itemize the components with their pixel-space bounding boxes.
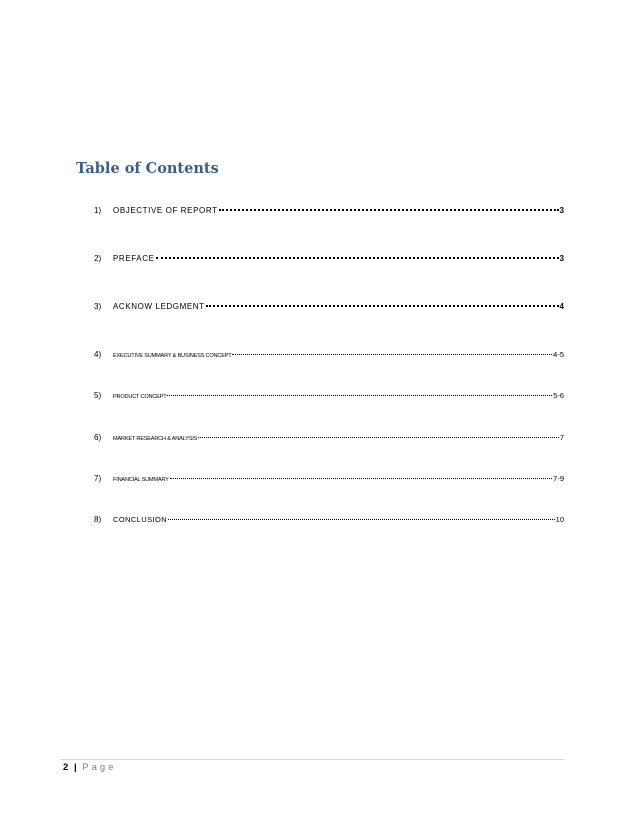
dot-leader <box>156 253 559 259</box>
toc-entry-financial-summary[interactable] <box>94 474 564 483</box>
footer-separator: | <box>73 762 77 773</box>
dot-leader <box>219 205 559 211</box>
entry-page: 10 <box>555 515 564 524</box>
entry-label: ACKNOW LEDGMENT <box>113 302 205 311</box>
toc-entry-market-research[interactable] <box>94 433 564 442</box>
entry-number: 7) <box>94 474 102 483</box>
entry-page: 5-6 <box>553 391 564 400</box>
footer-page-number: 2 <box>63 762 69 773</box>
entry-page: 4-5 <box>553 350 564 359</box>
entry-label: EXECUTIVE SUMMARY & BUSINESS CONCEPT <box>113 353 232 359</box>
entry-label: FINANCIAL SUMMARY <box>113 477 169 483</box>
toc-entry-conclusion[interactable] <box>94 515 564 524</box>
toc-entry-objective[interactable] <box>94 206 564 215</box>
entry-number: 5) <box>94 391 102 400</box>
entry-page: 3 <box>559 206 564 215</box>
entry-number: 4) <box>94 350 102 359</box>
entry-number: 2) <box>94 254 102 263</box>
toc-title: Table of Contents <box>76 160 219 177</box>
entry-label: PRODUCT CONCEPT <box>113 394 167 400</box>
entry-number: 1) <box>94 206 102 215</box>
entry-number: 3) <box>94 302 102 311</box>
entry-label: CONCLUSION <box>113 515 168 524</box>
toc-entry-preface[interactable] <box>94 254 564 263</box>
dot-leader <box>232 350 552 355</box>
entry-number: 8) <box>94 515 102 524</box>
entry-page: 3 <box>559 254 564 263</box>
entry-number: 6) <box>94 433 102 442</box>
entry-label: PREFACE <box>113 254 155 263</box>
entry-label: OBJECTIVE OF REPORT <box>113 206 218 215</box>
dot-leader <box>168 515 555 520</box>
toc-entry-product-concept[interactable] <box>94 391 564 400</box>
entry-page: 7 <box>559 433 564 442</box>
footer-divider <box>60 759 565 760</box>
dot-leader <box>206 301 559 307</box>
entry-page: 7-9 <box>553 474 564 483</box>
toc-entry-executive-summary[interactable] <box>94 350 564 359</box>
dot-leader <box>167 391 552 396</box>
entry-label: MARKET RESEARCH & ANALYSIS <box>113 436 198 442</box>
toc-entry-acknowledgment[interactable] <box>94 302 564 311</box>
entry-page: 4 <box>559 302 564 311</box>
footer-page-word: Page <box>82 762 117 773</box>
page-footer <box>63 762 116 773</box>
dot-leader <box>198 433 559 438</box>
dot-leader <box>170 474 553 479</box>
